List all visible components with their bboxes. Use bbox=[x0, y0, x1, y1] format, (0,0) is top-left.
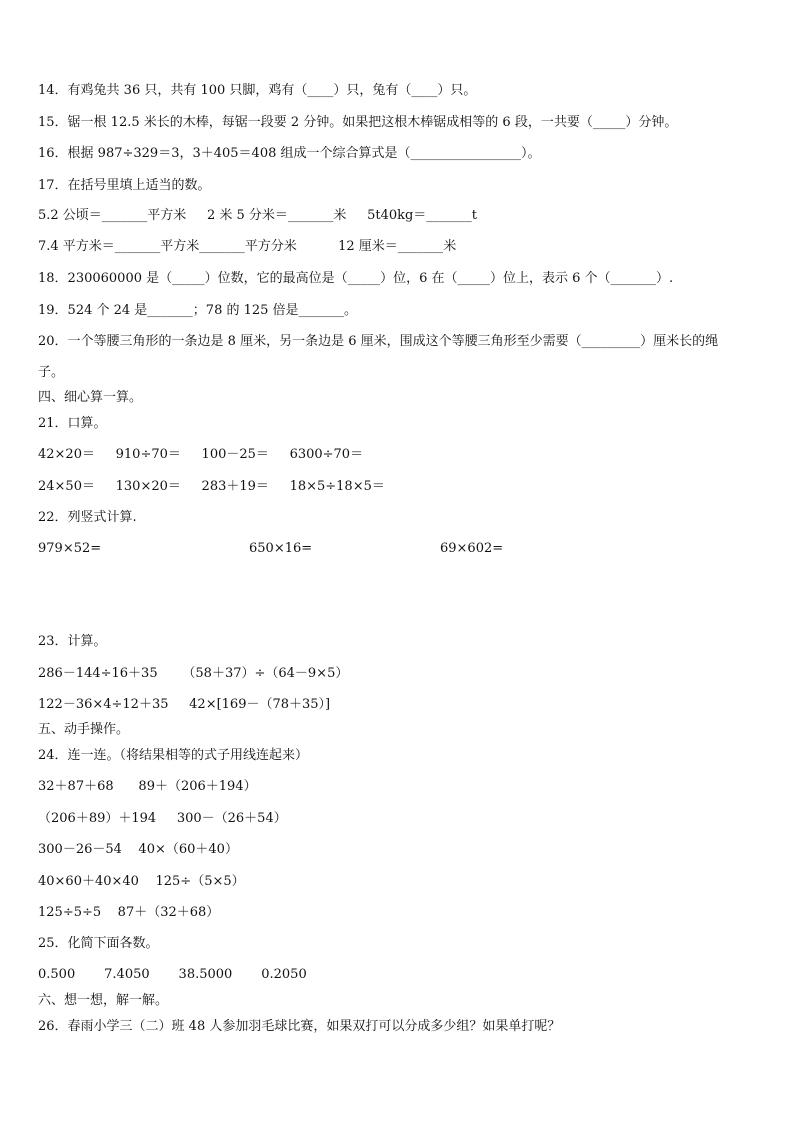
question-24-row-4: 40×60＋40×40 125÷（5×5） bbox=[38, 874, 245, 889]
question-23-line-a: 286－144÷16＋35 （58＋37）÷（64－9×5） bbox=[38, 666, 349, 681]
question-24-row-1: 32＋87＋68 89＋（206＋194） bbox=[38, 779, 257, 794]
section-4-heading: 四、细心算一算。 bbox=[38, 390, 143, 405]
question-21: 21．口算。 bbox=[38, 416, 107, 431]
question-26: 26．春雨小学三（二）班 48 人参加羽毛球比赛，如果双打可以分成多少组？如果单打呢？ bbox=[38, 1019, 561, 1034]
question-15: 15．锯一根 12.5 米长的木棒，每锯一段要 2 分钟。如果把这根木棒锯成相等的 6 段，一共要（_____）分钟。 bbox=[38, 115, 678, 130]
question-25: 25．化简下面各数。 bbox=[38, 936, 159, 951]
question-18: 18．230060000 是（_____）位数，它的最高位是（_____）位，6 在（_____）位上，表示 6 个（_______）. bbox=[38, 271, 674, 286]
question-23-line-b: 122－36×4÷12＋35 42×[169－（78＋35）] bbox=[38, 697, 331, 712]
question-20-cont: 子。 bbox=[38, 365, 65, 380]
section-6-heading: 六、想一想，解一解。 bbox=[38, 993, 169, 1008]
question-22-item-b: 650×16= bbox=[249, 541, 313, 556]
question-22-item-a: 979×52= bbox=[38, 541, 102, 556]
section-5-heading: 五、动手操作。 bbox=[38, 722, 130, 737]
question-20: 20．一个等腰三角形的一条边是 8 厘米，另一条边是 6 厘米，围成这个等腰三角形至少需要（_________）厘米长的绳 bbox=[38, 334, 719, 349]
question-17: 17．在括号里填上适当的数。 bbox=[38, 178, 211, 193]
question-21-line-b: 24×50＝ 130×20＝ 283＋19＝ 18×5÷18×5＝ bbox=[38, 479, 385, 494]
question-17-line-b: 7.4 平方米＝_______平方米_______平方分米 12 厘米＝_______米 bbox=[38, 239, 457, 254]
question-22: 22．列竖式计算. bbox=[38, 510, 137, 525]
question-16: 16．根据 987÷329＝3，3＋405＝408 组成一个综合算式是（_________________）。 bbox=[38, 146, 541, 161]
question-24: 24．连一连。（将结果相等的式子用线连起来） bbox=[38, 748, 309, 763]
question-24-row-5: 125÷5÷5 87＋（32＋68） bbox=[38, 905, 220, 920]
question-21-line-a: 42×20＝ 910÷70＝ 100－25＝ 6300÷70＝ bbox=[38, 447, 364, 462]
question-22-item-c: 69×602= bbox=[440, 541, 504, 556]
question-14: 14．有鸡兔共 36 只，共有 100 只脚，鸡有（____）只，兔有（____）只。 bbox=[38, 83, 477, 98]
question-24-row-3: 300－26－54 40×（60＋40） bbox=[38, 842, 238, 857]
question-23: 23．计算。 bbox=[38, 634, 107, 649]
question-24-row-2: （206＋89）＋194 300－（26＋54） bbox=[38, 811, 287, 826]
question-19: 19．524 个 24 是_______；78 的 125 倍是_______。 bbox=[38, 303, 358, 318]
question-25-numbers: 0.500 7.4050 38.5000 0.2050 bbox=[38, 967, 307, 982]
question-17-line-a: 5.2 公顷＝_______平方米 2 米 5 分米＝_______米 5t40kg＝_______t bbox=[38, 208, 478, 223]
